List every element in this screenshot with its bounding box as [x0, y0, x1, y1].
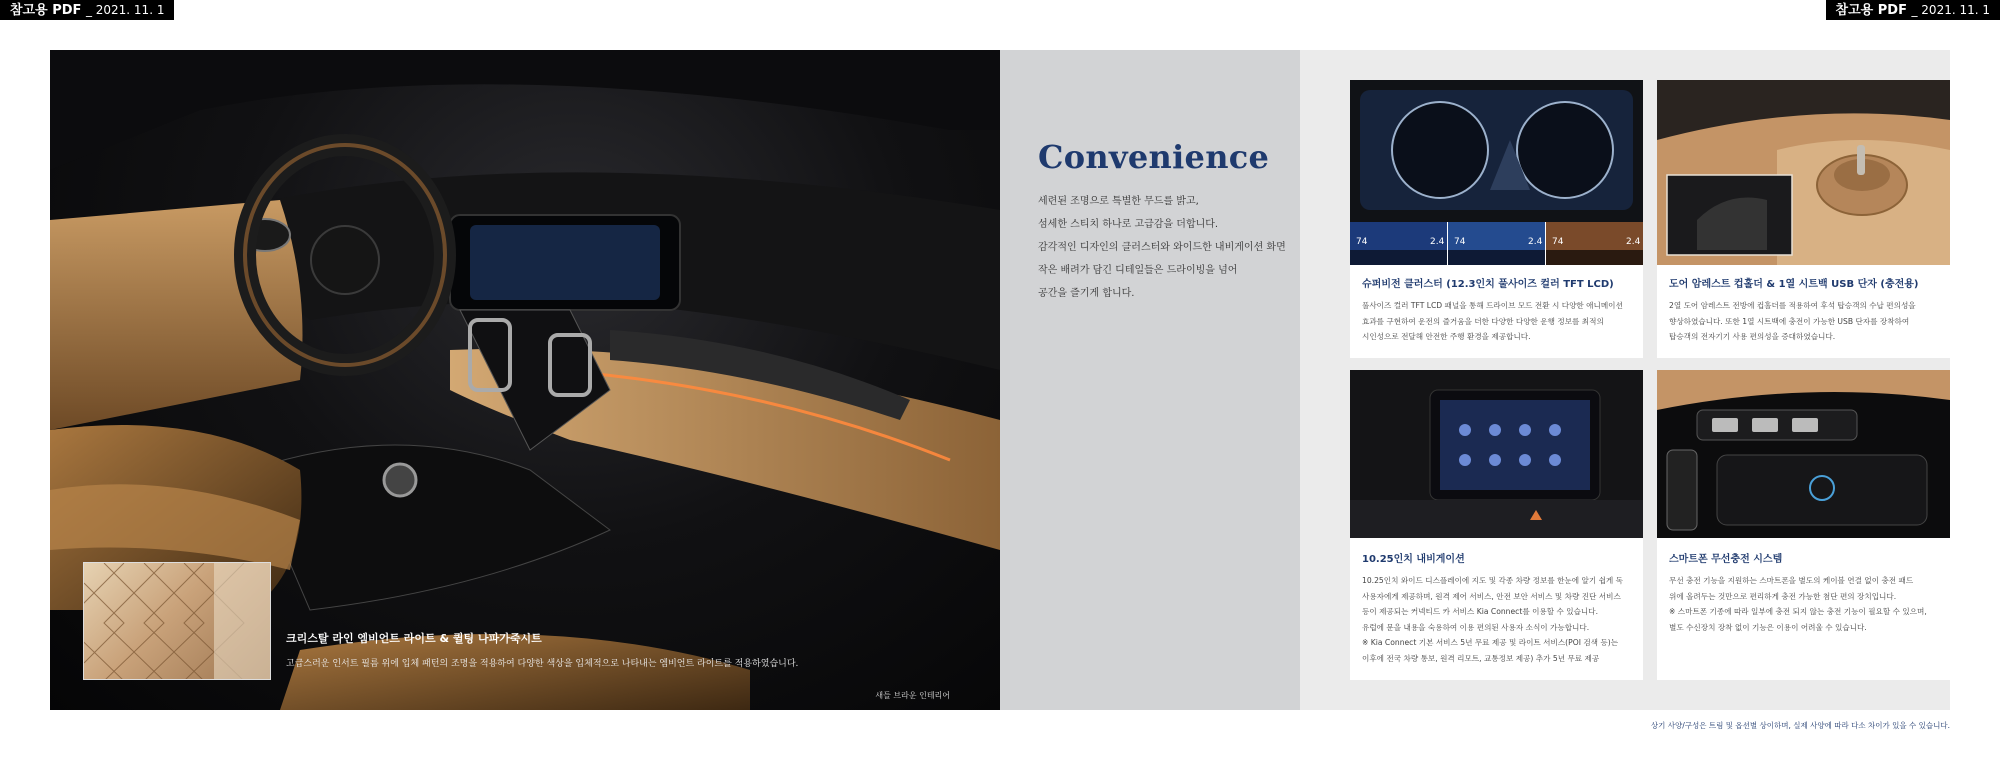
hero-caption-text: 고급스러운 인서트 필름 위에 입체 패턴의 조명을 적용하여 다양한 색상을 입체적으로 나타내는 엠비언트 라이트를 적용하였습니다. — [286, 659, 799, 669]
section-title: Convenience — [1038, 138, 1270, 176]
intro-line: 작은 배려가 담긴 디테일들은 드라이빙을 넘어 — [1038, 265, 1238, 276]
description-line: 등이 제공되는 커넥티드 카 서비스 Kia Connect를 이용할 수 있습니다. — [1362, 607, 1598, 616]
navigation-illustration — [1350, 370, 1643, 538]
feature-card-cupholder — [1657, 80, 1950, 358]
quilted-pattern — [84, 563, 271, 680]
description-line: ※ Kia Connect 기본 서비스 5년 무료 제공 및 라이트 서비스(POI 검색 등)는 — [1362, 638, 1619, 647]
description-line: 별도 수신장치 장착 없이 기능은 이용이 어려울 수 있습니다. — [1669, 622, 1867, 632]
reference-tag-right — [1826, 0, 2000, 20]
feature-description — [1362, 573, 1634, 666]
wireless-charging-illustration — [1657, 370, 1950, 538]
feature-title: 슈퍼비전 클러스터 (12.3인치 풀사이즈 컬러 TFT LCD) — [1362, 279, 1614, 290]
feature-title: 스마트폰 무선충전 시스템 — [1669, 554, 1783, 565]
cluster-photo — [1350, 80, 1643, 265]
interior-hero-photo — [50, 50, 1000, 710]
cluster-illustration — [1350, 80, 1643, 265]
description-line: 유럽에 문을 내용을 숙용하여 이용 편의된 사용자 소식이 가능합니다. — [1362, 622, 1590, 632]
description-line: 10.25인치 와이드 디스플레이에 지도 및 각종 차량 정보를 한눈에 알기 쉽게 독 — [1362, 576, 1624, 585]
cupholder-illustration — [1657, 80, 1950, 265]
interior-color-note: 새들 브라운 인테리어 — [875, 691, 950, 700]
description-line: 사용자에게 제공하며, 원격 제어 서비스, 안전 보안 서비스 및 차량 진단 서비스 — [1362, 591, 1621, 601]
hero-caption-title: 크리스탈 라인 엠비언트 라이트 & 퀼팅 나파가죽시트 — [286, 632, 542, 645]
feature-card-wireless-charging — [1657, 370, 1950, 680]
feature-description — [1362, 298, 1634, 345]
screen-value: 2.4 — [1430, 237, 1445, 247]
feature-description — [1669, 298, 1941, 345]
description-line: ※ 스마트폰 기종에 따라 일부에 충전 되지 않는 충전 기능이 필요할 수 있으며, — [1669, 607, 1927, 616]
description-line: 2열 도어 암레스트 전방에 컵홀더를 적용하여 후석 탑승객의 수납 편의성을 — [1669, 301, 1916, 310]
intro-text — [1038, 190, 1288, 305]
feature-description — [1669, 573, 1941, 635]
feature-card-cluster — [1350, 80, 1643, 358]
description-line: 효과를 구현하여 운전의 즐거움을 더한 다양한 다양한 운행 정보를 최적의 — [1362, 316, 1604, 326]
screen-value: 2.4 — [1528, 237, 1543, 247]
convenience-intro-panel — [1000, 50, 1300, 710]
description-line: 시인성으로 전달해 안전한 주행 환경을 제공합니다. — [1362, 332, 1531, 341]
cupholder-photo — [1657, 80, 1950, 265]
feature-card-navigation — [1350, 370, 1643, 680]
wireless-charging-photo — [1657, 370, 1950, 538]
intro-line: 감각적인 디자인의 클러스터와 와이드한 내비게이션 화면 — [1038, 242, 1286, 253]
description-line: 탑승객의 전자기기 사용 편의성을 증대하였습니다. — [1669, 332, 1836, 341]
quilted-seat-inset-photo — [83, 562, 271, 680]
reference-label: 참고용 PDF — [10, 3, 82, 18]
description-line: 풀사이즈 컬러 TFT LCD 패널을 통해 드라이브 모드 전환 시 다양한 애니메이션 — [1362, 301, 1623, 310]
intro-line: 공간을 즐기게 합니다. — [1038, 288, 1135, 299]
feature-title: 10.25인치 내비게이션 — [1362, 554, 1465, 565]
screen-speed: 74 — [1356, 237, 1368, 247]
screen-value: 2.4 — [1626, 237, 1641, 247]
description-line: 이후에 전국 차량 통보, 원격 리모트, 교통정보 제공) 추가 5년 무료 제공 — [1362, 653, 1600, 663]
description-line: 무선 충전 기능을 지원하는 스마트폰을 별도의 케이블 연결 없이 충전 패드 — [1669, 576, 1914, 585]
navigation-photo — [1350, 370, 1643, 538]
description-line: 위에 올려두는 것만으로 편리하게 충전 가능한 첨단 편의 장치입니다. — [1669, 591, 1897, 601]
screen-speed: 74 — [1454, 237, 1466, 247]
reference-date: _ 2021. 11. 1 — [85, 3, 165, 17]
screen-speed: 74 — [1552, 237, 1564, 247]
reference-date: _ 2021. 11. 1 — [1911, 3, 1990, 17]
description-line: 향상하였습니다. 또한 1열 시트백에 충전이 가능한 USB 단자를 장착하여 — [1669, 316, 1910, 326]
intro-line: 섬세한 스티치 하나로 고급감을 더합니다. — [1038, 219, 1219, 230]
feature-title: 도어 암레스트 컵홀더 & 1열 시트백 USB 단자 (충전용) — [1669, 279, 1919, 290]
reference-tag-left — [0, 0, 174, 20]
spec-footnote: 상기 사양/구성은 트림 및 옵션별 상이하며, 실제 사양에 따라 다소 차이가 있을 수 있습니다. — [1650, 721, 1950, 730]
intro-line: 세련된 조명으로 특별한 무드를 밝고, — [1038, 196, 1199, 207]
feature-grid — [1300, 50, 1950, 710]
reference-label: 참고용 PDF — [1835, 3, 1907, 18]
